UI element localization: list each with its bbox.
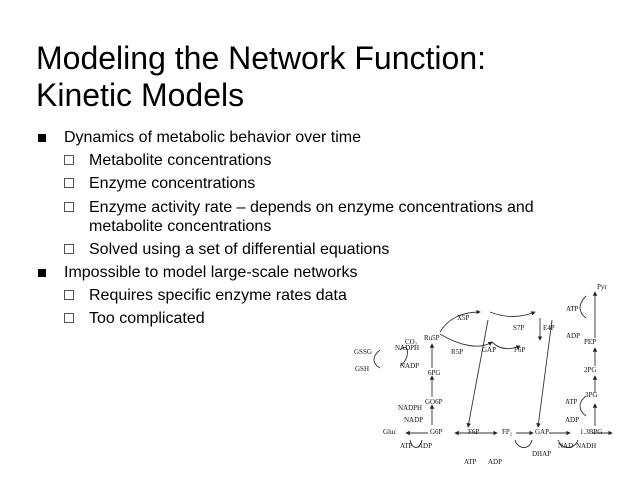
flux-arrow — [490, 312, 535, 317]
metabolite-label: 6PG — [428, 369, 441, 377]
metabolite-label: NADPH — [395, 344, 420, 352]
metabolite-label: Pyr — [597, 283, 607, 291]
metabolite-label: Gluc — [383, 428, 397, 436]
metabolite-label: X5P — [457, 314, 470, 322]
sub-bullet-text: Enzyme concentrations — [89, 175, 256, 192]
metabolite-label: CO₂ — [405, 338, 418, 346]
flux-arrow — [468, 320, 488, 427]
metabolite-label: NADP — [400, 362, 420, 370]
cofactor-arrow — [580, 296, 586, 318]
slide-title — [36, 40, 616, 114]
metabolite-label: ADP — [566, 332, 581, 340]
metabolite-label: ADP — [418, 442, 433, 450]
hollow-square-bullet-icon — [64, 178, 74, 188]
metabolite-label: S7P — [513, 324, 525, 332]
metabolite-label: GSH — [355, 365, 370, 373]
metabolite-label: FP₂ — [502, 428, 513, 436]
metabolite-label: F6P — [468, 428, 480, 436]
metabolite-label: R5P — [451, 348, 464, 356]
metabolite-label: GAP — [535, 428, 550, 436]
metabolite-label: NADH — [576, 442, 597, 450]
metabolite-label: Ru5P — [424, 334, 440, 342]
square-bullet-icon — [38, 134, 46, 142]
metabolite-label: 2PG — [584, 366, 597, 374]
metabolite-label: DHAP — [532, 450, 552, 458]
sub-bullet-text: Enzyme activity rate – depends on enzyme concentrations and metabolite concentrations — [89, 199, 534, 235]
cofactor-arrow — [580, 396, 586, 416]
metabolite-label: ADP — [488, 458, 503, 466]
sub-bullet-text: Metabolite concentrations — [89, 152, 272, 169]
metabolite-label: NADPH — [398, 404, 423, 412]
sub-bullet-text: Requires specific enzyme rates data — [89, 287, 347, 304]
metabolite-label: E4P — [543, 324, 555, 332]
metabolite-label: GSSG — [354, 348, 372, 356]
metabolite-label: ATP — [566, 305, 579, 313]
hollow-square-bullet-icon — [64, 290, 74, 300]
metabolite-label: GAP — [482, 346, 497, 354]
bullet-text: Impossible to model large-scale networks — [64, 264, 358, 281]
metabolite-label: NADP — [404, 416, 424, 424]
hollow-square-bullet-icon — [64, 313, 74, 323]
sub-bullet-text: Solved using a set of differential equations — [89, 241, 390, 258]
cofactor-arrow — [374, 350, 380, 368]
metabolite-label: NAD — [558, 442, 574, 450]
cofactor-arrow — [515, 440, 532, 448]
metabolite-label: 3PG — [585, 391, 598, 399]
metabolite-label: ADP — [565, 416, 580, 424]
square-bullet-icon — [38, 269, 46, 277]
sub-bullet-text: Too complicated — [89, 310, 205, 327]
metabolite-label: ATP — [464, 458, 477, 466]
metabolite-label: ATP — [400, 442, 413, 450]
bullet-text: Dynamics of metabolic behavior over time — [64, 129, 362, 146]
metabolite-labels — [354, 283, 607, 466]
metabolite-label: G6P — [430, 428, 443, 436]
metabolite-label: GO6P — [425, 398, 443, 406]
title-line-2: Kinetic Models — [36, 77, 245, 113]
metabolite-label: F6P — [514, 346, 526, 354]
title-line-1: Modeling the Network Function: — [36, 40, 486, 76]
metabolite-label: ATP — [565, 398, 578, 406]
hollow-square-bullet-icon — [64, 244, 74, 254]
hollow-square-bullet-icon — [64, 155, 74, 165]
hollow-square-bullet-icon — [64, 202, 74, 212]
metabolic-network-diagram — [340, 280, 632, 470]
metabolite-label: PEP — [584, 338, 597, 346]
metabolite-label: 1.3BPG — [580, 428, 603, 436]
